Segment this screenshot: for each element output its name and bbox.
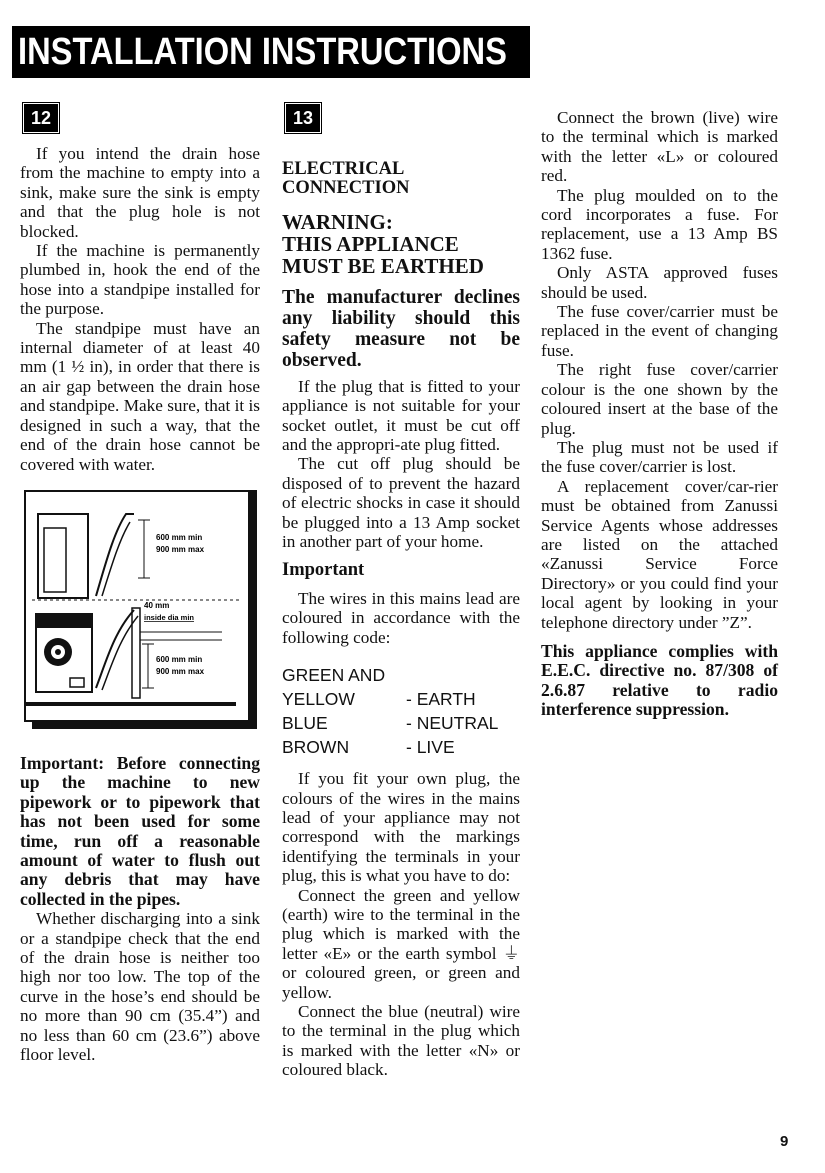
wire-colour-code-table <box>282 663 520 759</box>
code-row <box>282 687 520 711</box>
paragraph: The plug must not be used if the fuse cover/carrier is lost. <box>541 437 778 477</box>
compliance-statement: This appliance complies with E.E.C. directive no. 87/308 of 2.6.87 relative to radio interference suppression. <box>541 640 778 720</box>
paragraph: If you intend the drain hose from the machine to empty into a sink, make sure the sink is empty and that the plug hole is not blocked. <box>20 144 260 241</box>
section-number-badge: 13 <box>286 104 320 132</box>
paragraph: The fuse cover/carrier must be replaced in the event of changing fuse. <box>541 302 778 360</box>
code-meaning: - EARTH <box>406 689 476 710</box>
paragraph: Connect the brown (live) wire to the terminal which is marked with the letter «L» or coloured red. <box>541 108 778 186</box>
code-row <box>282 711 520 735</box>
section-number-badge: 12 <box>24 104 58 132</box>
paragraph: Whether discharging into a sink or a standpipe check that the end of the drain hose is neither too high nor too low. The top of the curve in the hose’s end should be no more than 90 cm (35.4”) and no less than 60 cm (23.6”) above floor level. <box>20 909 260 1064</box>
paragraph: The plug moulded on to the cord incorporates a fuse. For replacement, use a 13 Amp BS 1362 fuse. <box>541 185 778 263</box>
paragraph: The right fuse cover/carrier colour is the one shown by the coloured insert at the base of the plug. <box>541 360 778 438</box>
code-colour: BLUE <box>282 713 328 734</box>
fuse-column <box>541 108 778 720</box>
paragraph: The standpipe must have an internal diameter of at least 40 mm (1 ½ in), in order that there is an air gap between the drain hose and standpipe. Make sure, that it is designed in such a way, that the end of the drain hose cannot be covered with water. <box>20 318 260 474</box>
code-row <box>282 663 520 687</box>
paragraph: Connect the green and yellow (earth) wire to the terminal in the plug which is marked with the letter «E» or the earth symbol ⏚ or coloured green, or green and yellow. <box>282 885 520 1002</box>
figure-label: 600 mm min <box>156 654 203 664</box>
paragraph: Connect the blue (neutral) wire to the terminal in the plug which is marked with the letter «N» or coloured black. <box>282 1001 520 1080</box>
figure-label: 900 mm max <box>156 544 205 554</box>
warning-line: MUST BE EARTHED <box>282 253 484 278</box>
drain-hose-illustration <box>26 492 248 720</box>
paragraph: If the machine is permanently plumbed in, hook the end of the hose into a standpipe installed for the purpose. <box>20 241 260 319</box>
paragraph: A replacement cover/car-rier must be obtained from Zanussi Service Agents whose addresses are listed on the attached «Zanussi Service Force Directory» or you could find your local agent by looking in your telephone directory under ”Z”. <box>541 476 778 632</box>
warning-block <box>282 211 520 277</box>
page-number: 9 <box>780 1133 789 1150</box>
drain-hose-diagram <box>24 490 250 722</box>
warning-line: THIS APPLIANCE <box>282 231 459 256</box>
figure-label: 600 mm min <box>156 532 203 542</box>
section-13-column <box>282 98 520 1080</box>
liability-notice: The manufacturer declines any liability should this safety measure not be observed. <box>282 286 520 371</box>
figure-label: inside dia min <box>144 612 195 622</box>
paragraph: If the plug that is fitted to your appliance is not suitable for your socket outlet, it must be cut off and the appropri-ate plug fitted. <box>282 376 520 455</box>
code-meaning: - NEUTRAL <box>406 713 499 734</box>
code-colour: BROWN <box>282 737 350 758</box>
page-title: INSTALLATION INSTRUCTIONS <box>18 31 507 73</box>
figure-label: 900 mm max <box>156 666 205 676</box>
code-row <box>282 735 520 759</box>
code-meaning: - LIVE <box>406 737 455 758</box>
important-heading: Important <box>282 560 365 581</box>
paragraph: The wires in this mains lead are coloured in accordance with the following code: <box>282 588 520 647</box>
figure-label: 40 mm <box>144 600 170 610</box>
code-colour: YELLOW <box>282 689 355 710</box>
section-heading: ELECTRICAL CONNECTION <box>282 159 410 199</box>
warning-line: WARNING: <box>282 209 393 234</box>
paragraph: If you fit your own plug, the colours of the wires in the mains lead of your appliance may not correspond with the markings identifying the terminals in your plug, this is what you have to do: <box>282 769 520 886</box>
paragraph: The cut off plug should be disposed of to prevent the hazard of electric shocks in case it should be plugged into a 13 Amp socket in another part of your home. <box>282 454 520 552</box>
important-note: Important: Before connecting up the machine to new pipework or to pipework that has not been used for some time, run off a reasonable amount of water to flush out any debris that may have collected in the pipes. <box>20 752 260 909</box>
section-12-column <box>20 98 260 1064</box>
paragraph: Only ASTA approved fuses should be used. <box>541 263 778 302</box>
code-colour: GREEN AND <box>282 665 386 686</box>
title-banner <box>12 26 530 78</box>
